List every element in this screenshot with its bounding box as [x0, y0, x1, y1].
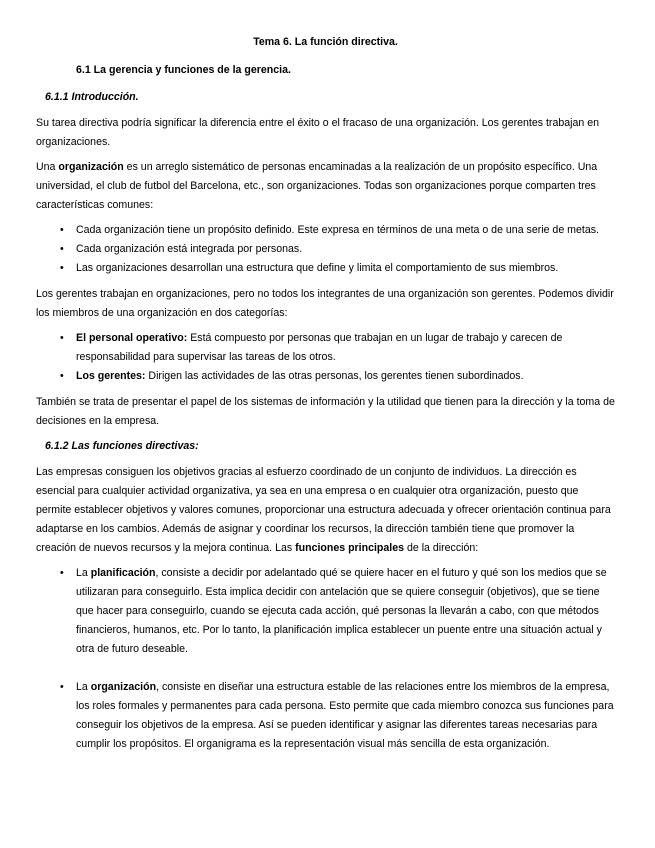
bullet-icon: •: [60, 243, 64, 255]
functions-list: [36, 564, 615, 754]
list-item-text: Cada organización está integrada por personas.: [76, 243, 303, 255]
list-item-text: Las organizaciones desarrollan una estructura que define y limita el comportamiento de sus miembros.: [76, 262, 559, 274]
bullet-icon: •: [60, 681, 64, 693]
systems-paragraph: También se trata de presentar el papel de los sistemas de información y la utilidad que tienen para la dirección y la toma de decisiones en la empresa.: [36, 396, 615, 427]
document-title: Tema 6. La función directiva.: [253, 36, 398, 48]
subsection-heading-introduction: 6.1.1 Introducción.: [45, 91, 139, 103]
bullet-icon: •: [60, 262, 64, 274]
list-item: [36, 678, 615, 754]
bullet-icon: •: [60, 370, 64, 382]
bold-term: Los gerentes:: [76, 370, 146, 382]
bold-term: organización: [90, 681, 157, 693]
text-run: La: [76, 567, 91, 579]
section-heading: 6.1 La gerencia y funciones de la gerencia.: [76, 64, 291, 76]
list-item: [36, 240, 615, 259]
text-run: de la dirección:: [404, 542, 479, 554]
subsection-heading-functions: 6.1.2 Las funciones directivas:: [45, 440, 199, 452]
list-item: [36, 329, 615, 367]
bullet-icon: •: [60, 332, 64, 344]
text-run: es un arreglo sistemático de personas encaminadas a la realización de un propósito específico. Una universidad, el club de futbol del Barcelona, etc., son organizaciones. Todas son organizaciones porque comparten tres características comunes:: [36, 161, 598, 211]
bold-term: planificación: [90, 567, 156, 579]
list-item: [36, 367, 615, 386]
text-run: Las empresas consiguen los objetivos gracias al esfuerzo coordinado de un conjunto de individuos. La dirección es esencial para cualquier actividad organizativa, ya sea en una empresa o en cualquier otra organización, puesto que permite establecer objetivos y valores comunes, proporcionar una estructura adecuada y ofrecer orientación continua para adaptarse en los cambios. Además de asignar y coordinar los recursos, la dirección también tiene que promover la creación de nuevos recursos y la mejora continua. Las: [36, 466, 611, 554]
bold-term: El personal operativo:: [76, 332, 188, 344]
bullet-icon: •: [60, 567, 64, 579]
list-item: [36, 221, 615, 240]
list-item-text: , consiste en diseñar una estructura estable de las relaciones entre los miembros de la empresa, los roles formales y permanentes para cada persona. Esto permite que cada miembro conozca sus funciones para conseguir los objetivos de la empresa. Así se pueden identificar y asignar las diferentes tareas necesarias para cumplir los propósitos. El organigrama es la representación visual más sencilla de esta organización.: [76, 681, 614, 750]
functions-paragraph: [36, 463, 615, 558]
list-item: [36, 564, 615, 659]
text-run: La: [76, 681, 91, 693]
bullet-icon: •: [60, 224, 64, 236]
list-item: [36, 259, 615, 278]
list-item-text: Está compuesto por personas que trabajan en un lugar de trabajo y carecen de responsabilidad para supervisar las tareas de los otros.: [76, 332, 563, 363]
intro-paragraph: Su tarea directiva podría significar la diferencia entre el éxito o el fracaso de una organización. Los gerentes trabajan en organizaciones.: [36, 117, 599, 148]
list-item-text: Dirigen las actividades de las otras personas, los gerentes tienen subordinados.: [145, 370, 524, 382]
bold-term: organización: [58, 161, 124, 173]
text-run: Una: [36, 161, 59, 173]
list-item-text: , consiste a decidir por adelantado qué se quiere hacer en el futuro y qué son los medios que se utilizaran para conseguirlo. Esta implica decidir con antelación que se quiere conseguir (objetivos), que se tiene que hacer para conseguirlo, cuando se ejecuta cada acción, qué personas la llevarán a cabo, con que métodos financieros, humanos, etc. Por lo tanto, la planificación implica establecer un puente entre una situación actual y otra de futuro deseable.: [76, 567, 607, 655]
members-paragraph: Los gerentes trabajan en organizaciones, pero no todos los integrantes de una organización son gerentes. Podemos dividir los miembros de una organización en dos categorías:: [36, 288, 614, 319]
bold-term: funciones principales: [295, 542, 405, 554]
members-list: [36, 329, 615, 386]
list-item-text: Cada organización tiene un propósito definido. Este expresa en términos de una meta o de una serie de metas.: [76, 224, 599, 236]
characteristics-list: [36, 221, 615, 278]
organization-paragraph: [36, 158, 615, 215]
